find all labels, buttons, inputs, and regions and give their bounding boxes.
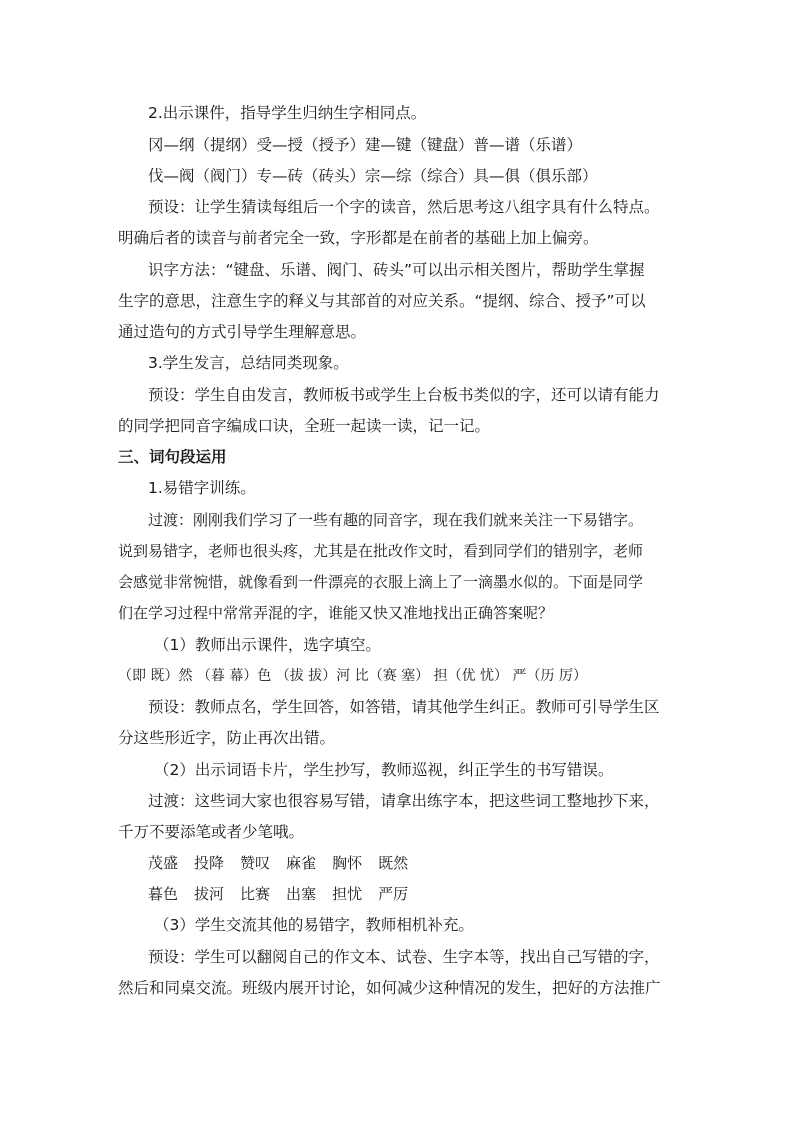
homophone-row-2: 伐—阀（阀门）专—砖（砖头）宗—综（综合）具—俱（俱乐部） <box>148 167 598 185</box>
sub-step-3: （3）学生交流其他的易错字，教师相机补充。 <box>154 916 474 934</box>
preset-3-line-2: 分这些形近字，防止再次出错。 <box>118 729 336 747</box>
word-row-2 <box>148 884 708 904</box>
sub-step-2: （2）出示词语卡片，学生抄写，教师巡视，纠正学生的书写错误。 <box>154 761 614 779</box>
transition-2-line-2: 千万不要添笔或者少笔哦。 <box>118 823 305 841</box>
homophone-row-1: 冈—纲（提纲）受—授（授予）建—键（键盘）普—谱（乐谱） <box>148 136 583 154</box>
transition-2-line-1: 过渡：这些词大家也很容易写错，请拿出练字本，把这些词工整地抄下来， <box>148 792 660 810</box>
transition-line-2: 说到易错字，老师也很头疼，尤其是在批改作文时，看到同学们的错别字，老师 <box>118 542 644 560</box>
preset-paragraph-line-1: 预设：让学生猜读每组后一个字的读音，然后思考这八组字具有什么特点。 <box>148 198 660 216</box>
word: 投降 <box>194 854 225 872</box>
step-2-heading: 2.出示课件，指导学生归纳生字相同点。 <box>148 104 427 122</box>
word: 比赛 <box>240 885 271 903</box>
preset-2-line-2: 的同学把同音字编成口诀，全班一起读一读，记一记。 <box>118 417 491 435</box>
word: 茂盛 <box>148 854 179 872</box>
method-paragraph-line-2: 生字的意思，注意生字的释义与其部首的对应关系。“提纲、综合、授予”可以 <box>118 292 646 310</box>
word-row-1 <box>148 853 708 873</box>
preset-3-line-1: 预设：教师点名，学生回答，如答错，请其他学生纠正。教师可引导学生区 <box>148 698 660 716</box>
preset-paragraph-line-2: 明确后者的读音与前者完全一致，字形都是在前者的基础上加上偏旁。 <box>118 229 599 247</box>
preset-4-line-2: 然后和同桌交流。班级内展开讨论，如何减少这种情况的发生，把好的方法推广 <box>118 979 661 997</box>
method-paragraph-line-1: 识字方法：“键盘、乐谱、阀门、砖头”可以出示相关图片，帮助学生掌握 <box>148 261 645 279</box>
fill-in-blank-exercise: （即 既）然 （暮 幕）色 （拔 拔）河 比（赛 塞） 担（优 忧） 严（历 厉） <box>118 668 587 684</box>
word: 赞叹 <box>240 854 271 872</box>
word: 胸怀 <box>332 854 363 872</box>
transition-line-1: 过渡：刚刚我们学习了一些有趣的同音字，现在我们就来关注一下易错字。 <box>148 511 644 529</box>
section-3-heading: 三、词句段运用 <box>118 448 227 466</box>
sub-step-1: （1）教师出示课件，选字填空。 <box>154 636 381 654</box>
word: 拔河 <box>194 885 225 903</box>
step-3-heading: 3.学生发言，总结同类现象。 <box>148 354 349 372</box>
transition-line-4: 们在学习过程中常常弄混的字，谁能又快又准地找出正确答案呢？ <box>118 604 554 622</box>
word: 出塞 <box>286 885 317 903</box>
preset-4-line-1: 预设：学生可以翻阅自己的作文本、试卷、生字本等，找出自己写错的字， <box>148 948 660 966</box>
method-paragraph-line-3: 通过造句的方式引导学生理解意思。 <box>118 323 367 341</box>
preset-2-line-1: 预设：学生自由发言，教师板书或学生上台板书类似的字，还可以请有能力 <box>148 386 660 404</box>
word: 既然 <box>378 854 409 872</box>
word: 担忧 <box>332 885 363 903</box>
word: 严厉 <box>378 885 409 903</box>
transition-line-3: 会感觉非常惋惜，就像看到一件漂亮的衣服上滴上了一滴墨水似的。下面是同学 <box>118 573 644 591</box>
word: 麻雀 <box>286 854 317 872</box>
step-1-heading: 1.易错字训练。 <box>148 479 256 497</box>
word: 暮色 <box>148 885 179 903</box>
